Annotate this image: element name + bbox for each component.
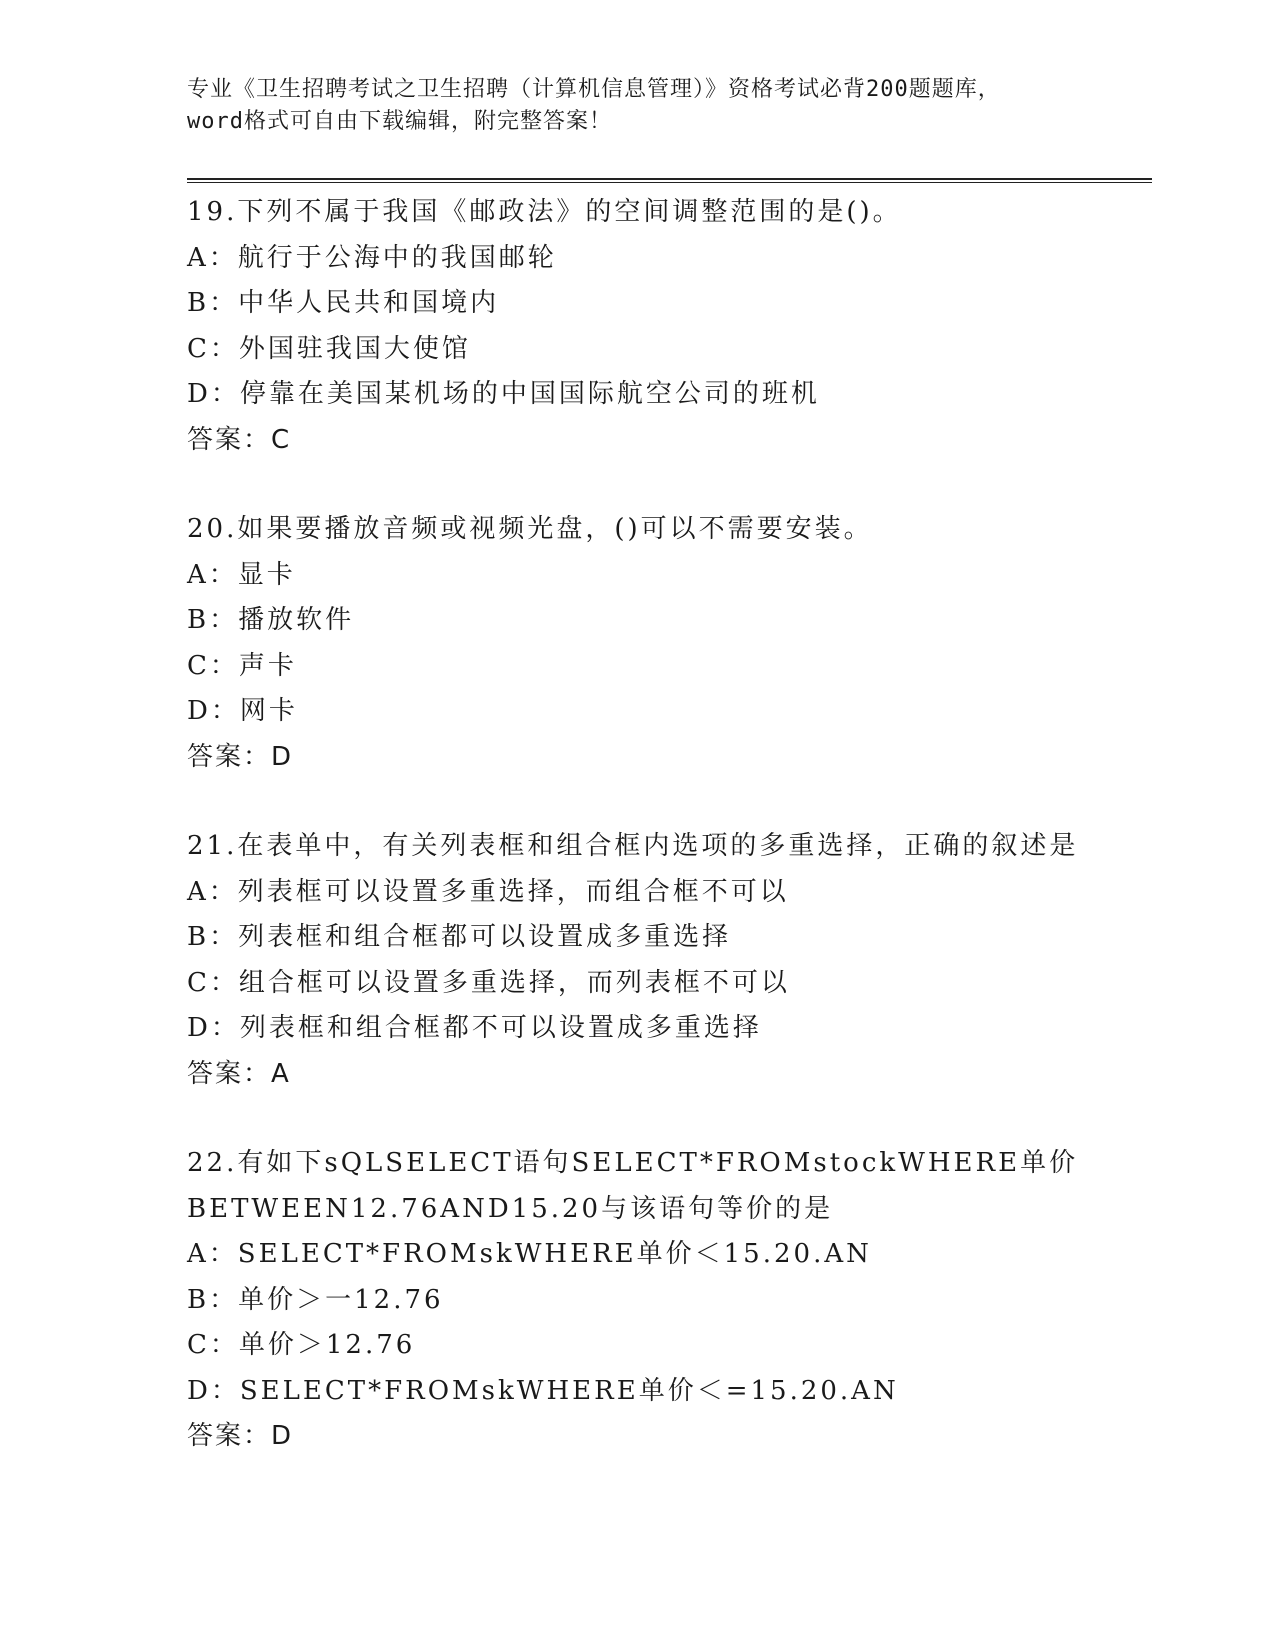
question-stem: 19.下列不属于我国《邮政法》的空间调整范围的是()。 — [187, 197, 902, 227]
option-a: A：航行于公海中的我国邮轮 — [187, 242, 557, 273]
answer-line: 答案：C — [187, 424, 292, 455]
option-c: C：声卡 — [187, 650, 297, 681]
header-line-2: word格式可自由下载编辑，附完整答案！ — [187, 109, 612, 134]
question-21 — [187, 824, 1152, 1097]
option-c: C：组合框可以设置多重选择，而列表框不可以 — [187, 967, 790, 998]
option-b: B：中华人民共和国境内 — [187, 288, 500, 318]
option-c: C：外国驻我国大使馆 — [187, 333, 471, 364]
option-d: D：SELECT*FROMskWHERE单价＜=15.20.AN — [187, 1375, 899, 1406]
question-list — [187, 190, 1152, 1504]
option-c: C：单价＞12.76 — [187, 1330, 416, 1360]
answer-line: 答案：A — [187, 1058, 291, 1089]
option-d: D：列表框和组合框都不可以设置成多重选择 — [187, 1013, 762, 1043]
question-stem: 21.在表单中，有关列表框和组合框内选项的多重选择，正确的叙述是 — [187, 831, 1079, 861]
document-header — [187, 74, 1087, 138]
question-19 — [187, 190, 1152, 463]
option-d: D：网卡 — [187, 696, 298, 726]
question-22 — [187, 1141, 1152, 1460]
option-a: A：SELECT*FROMskWHERE单价＜15.20.AN — [187, 1239, 872, 1269]
option-b: B：单价＞一12.76 — [187, 1284, 444, 1315]
option-d: D：停靠在美国某机场的中国国际航空公司的班机 — [187, 379, 820, 409]
header-line-1: 专业《卫生招聘考试之卫生招聘（计算机信息管理）》资格考试必背200题题库， — [187, 77, 1001, 102]
question-stem: 22.有如下sQLSELECT语句SELECT*FROMstockWHERE单价 — [187, 1148, 1079, 1178]
question-stem: 20.如果要播放音频或视频光盘，()可以不需要安装。 — [187, 514, 873, 544]
option-b: B：列表框和组合框都可以设置成多重选择 — [187, 922, 732, 952]
question-20 — [187, 507, 1152, 780]
answer-line: 答案：D — [187, 1421, 294, 1451]
question-stem-continued: BETWEEN12.76AND15.20与该语句等价的是 — [187, 1193, 834, 1224]
option-a: A：显卡 — [187, 559, 296, 590]
header-divider — [187, 178, 1152, 183]
option-b: B：播放软件 — [187, 605, 355, 635]
answer-line: 答案：D — [187, 741, 294, 772]
option-a: A：列表框可以设置多重选择，而组合框不可以 — [187, 876, 789, 907]
